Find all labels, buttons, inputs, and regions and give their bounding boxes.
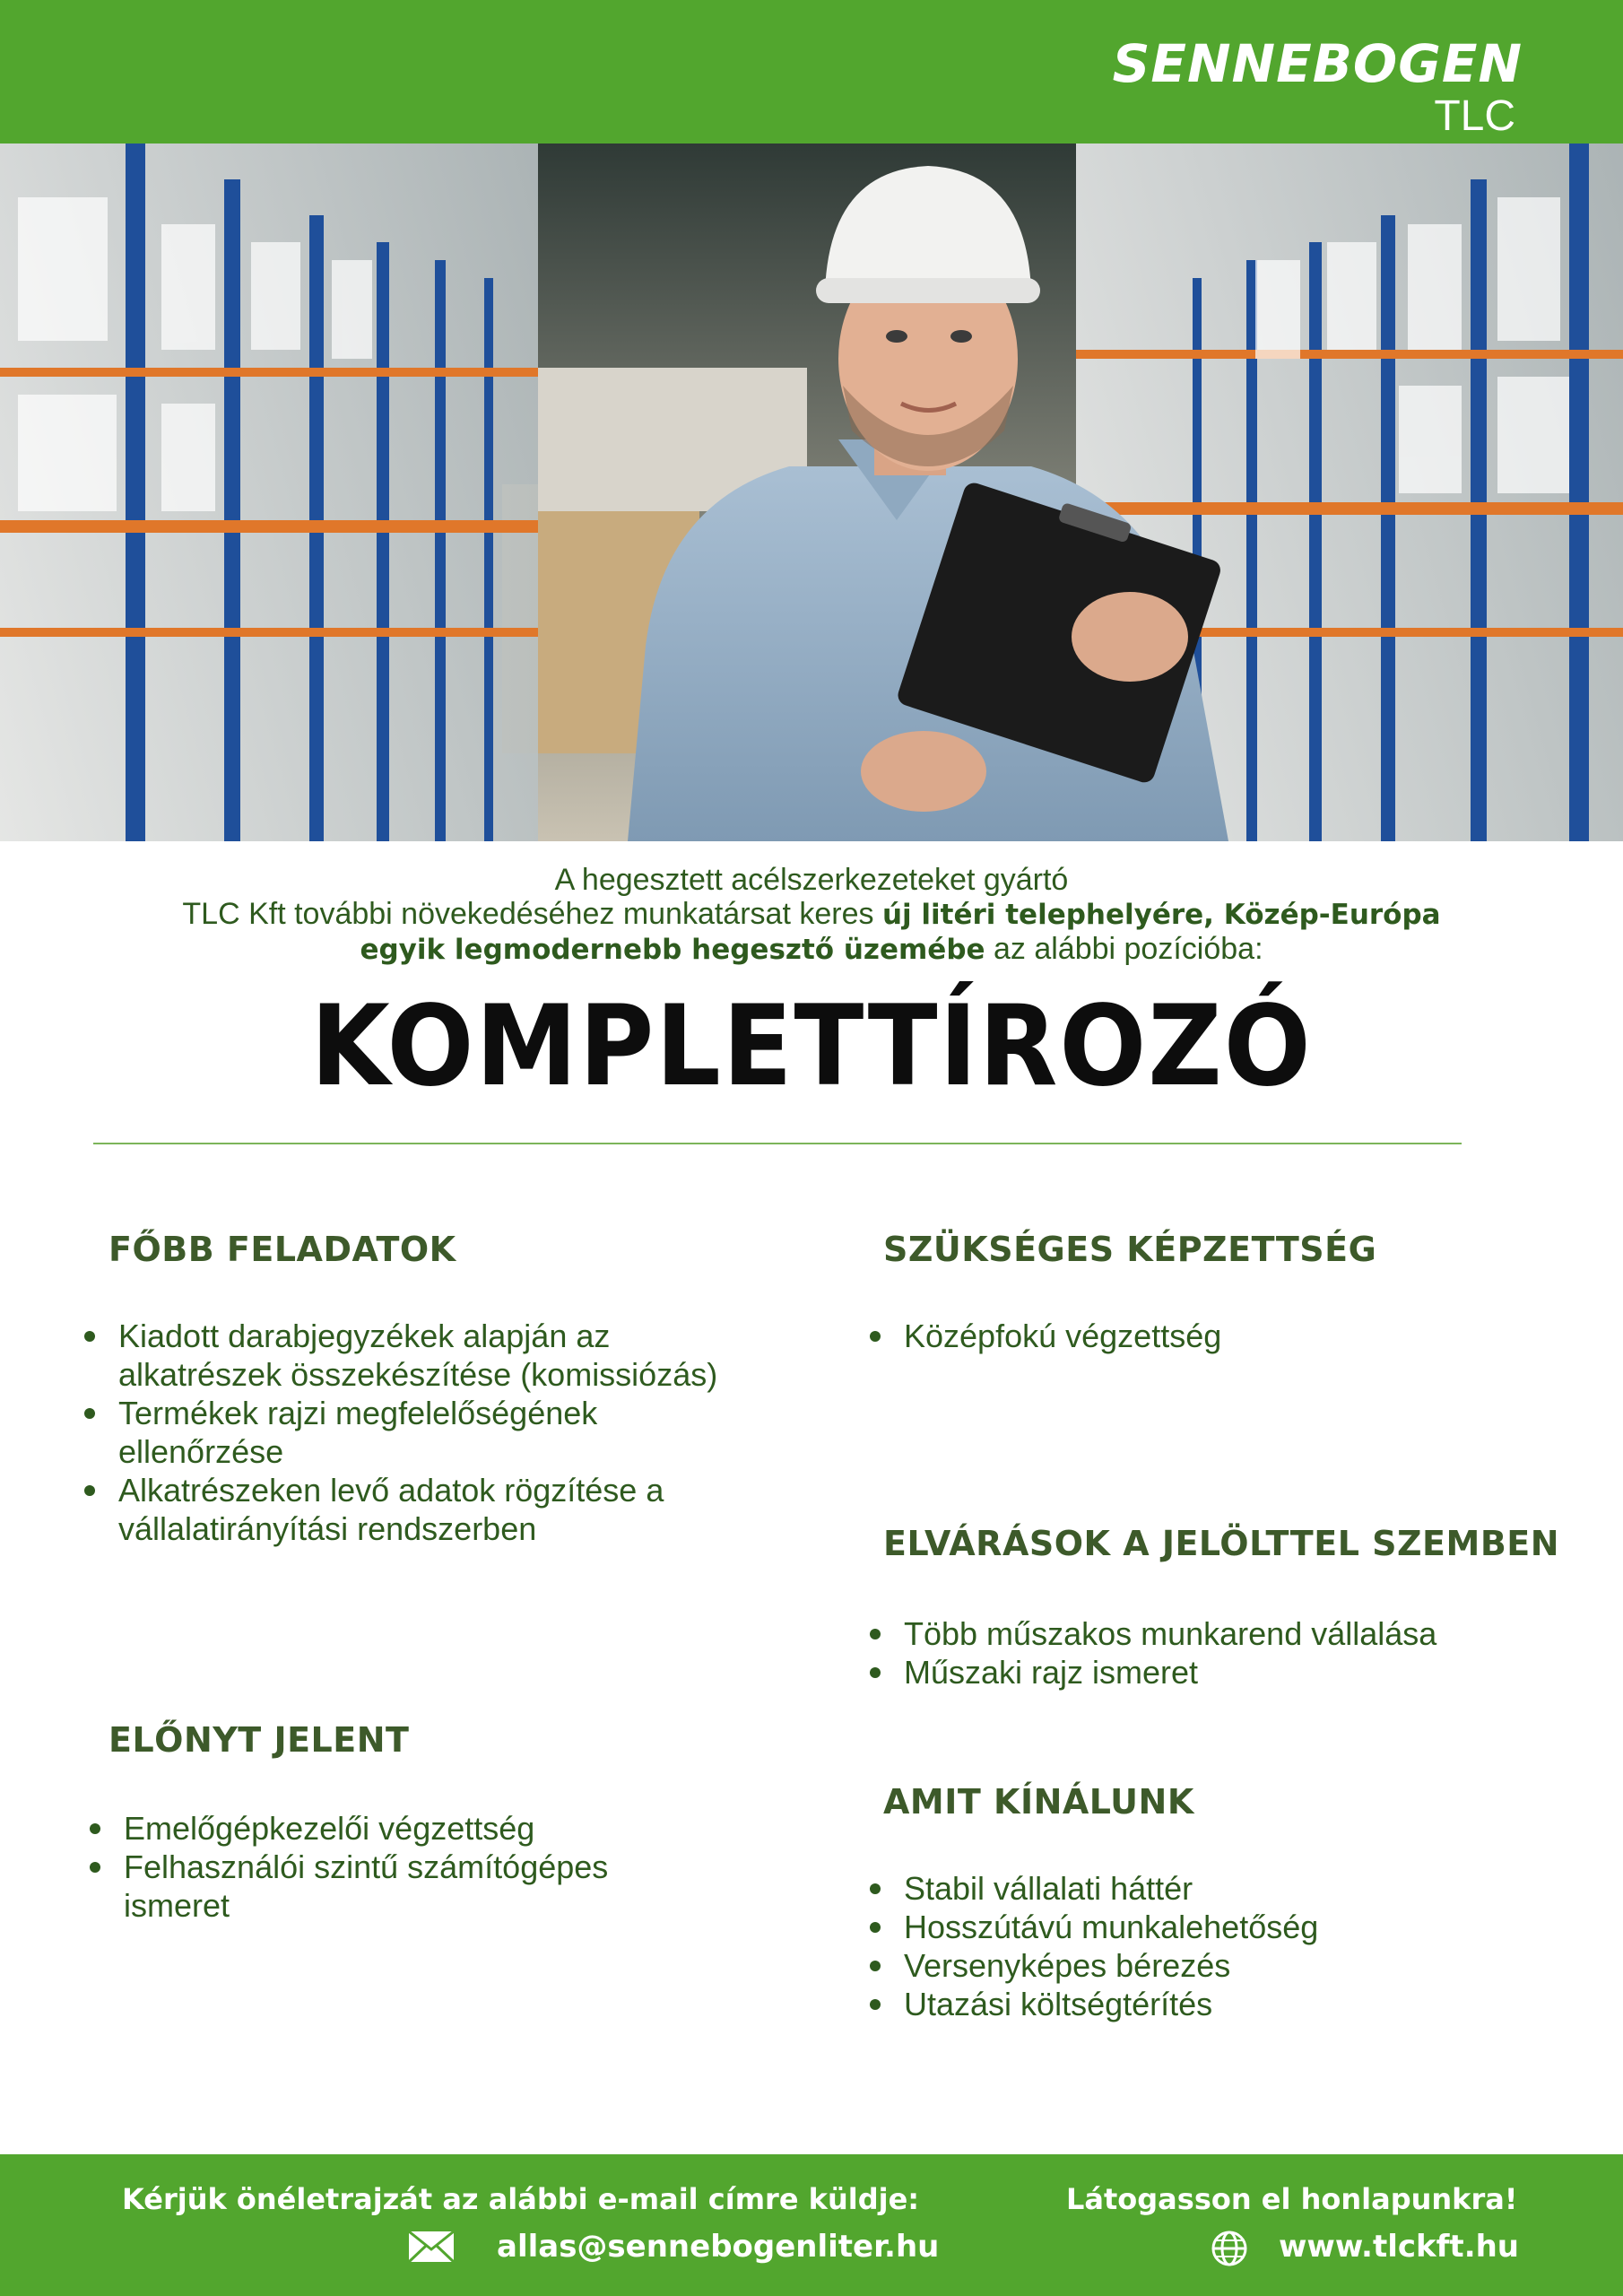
list-item: Műszaki rajz ismeret	[864, 1653, 1582, 1692]
footer-bar	[0, 2154, 1623, 2296]
list-item: Termékek rajzi megfelelőségének ellenőrzése	[79, 1394, 796, 1471]
logo-sub-text: TLC	[1434, 92, 1515, 140]
tasks-list	[79, 1317, 796, 1548]
header-bar	[0, 0, 1623, 144]
tasks-heading: FŐBB FELADATOK	[108, 1230, 456, 1269]
intro-line-3-plain: az alábbi pozícióba:	[985, 932, 1263, 966]
intro-line-2-bold: új litéri telephelyére, Közép-Európa	[881, 899, 1441, 931]
advantage-list	[84, 1809, 802, 1925]
intro-line-3	[0, 932, 1623, 967]
expectations-heading: ELVÁRÁSOK A JELÖLTTEL SZEMBEN	[883, 1524, 1560, 1563]
list-item: Középfokú végzettség	[864, 1317, 1582, 1355]
web-label: Látogasson el honlapunkra!	[1066, 2182, 1518, 2216]
website-link[interactable]: www.tlckft.hu	[1279, 2229, 1520, 2265]
advantage-heading: ELŐNYT JELENT	[108, 1720, 410, 1760]
job-title: KOMPLETTÍROZÓ	[310, 982, 1313, 1111]
intro-line-2-plain: TLC Kft további növekedéséhez munkatársat keres	[182, 897, 882, 931]
list-item: Alkatrészeken levő adatok rögzítése a vállalatirányítási rendszerben	[79, 1471, 796, 1548]
sennebogen-tlc-logo	[1112, 33, 1523, 140]
list-item: Stabil vállalati háttér	[864, 1869, 1582, 1908]
logo-brand-text: SENNEBOGEN	[1112, 33, 1523, 94]
intro-line-2	[0, 897, 1623, 932]
offer-list	[864, 1869, 1582, 2023]
warehouse-worker-illustration	[0, 144, 1623, 841]
expectations-list	[864, 1614, 1582, 1692]
email-label: Kérjük önéletrajzát az alábbi e-mail címre küldje:	[122, 2182, 920, 2216]
list-item: Versenyképes bérezés	[864, 1946, 1582, 1985]
list-item: Emelőgépkezelői végzettség	[84, 1809, 802, 1848]
list-item: Kiadott darabjegyzékek alapján az alkatrészek összekészítése (komissiózás)	[79, 1317, 796, 1394]
list-item: Több műszakos munkarend vállalása	[864, 1614, 1582, 1653]
intro-line-1: A hegesztett acélszerkezeteket gyártó	[554, 863, 1069, 897]
list-item: Felhasználói szintű számítógépes ismeret	[84, 1848, 802, 1925]
offer-heading: AMIT KÍNÁLUNK	[883, 1782, 1194, 1822]
list-item: Utazási költségtérítés	[864, 1985, 1582, 2023]
list-item: Hosszútávú munkalehetőség	[864, 1908, 1582, 1946]
globe-icon	[1211, 2230, 1248, 2271]
divider	[93, 1143, 1462, 1144]
intro-line-3-bold: egyik legmodernebb hegesztő üzemébe	[360, 934, 985, 966]
intro-text	[0, 863, 1623, 967]
hero-photo	[0, 144, 1623, 841]
envelope-icon	[407, 2230, 456, 2267]
qualification-heading: SZÜKSÉGES KÉPZETTSÉG	[883, 1230, 1377, 1269]
qualification-list	[864, 1317, 1582, 1355]
email-link[interactable]: allas@sennebogenliter.hu	[497, 2229, 940, 2265]
